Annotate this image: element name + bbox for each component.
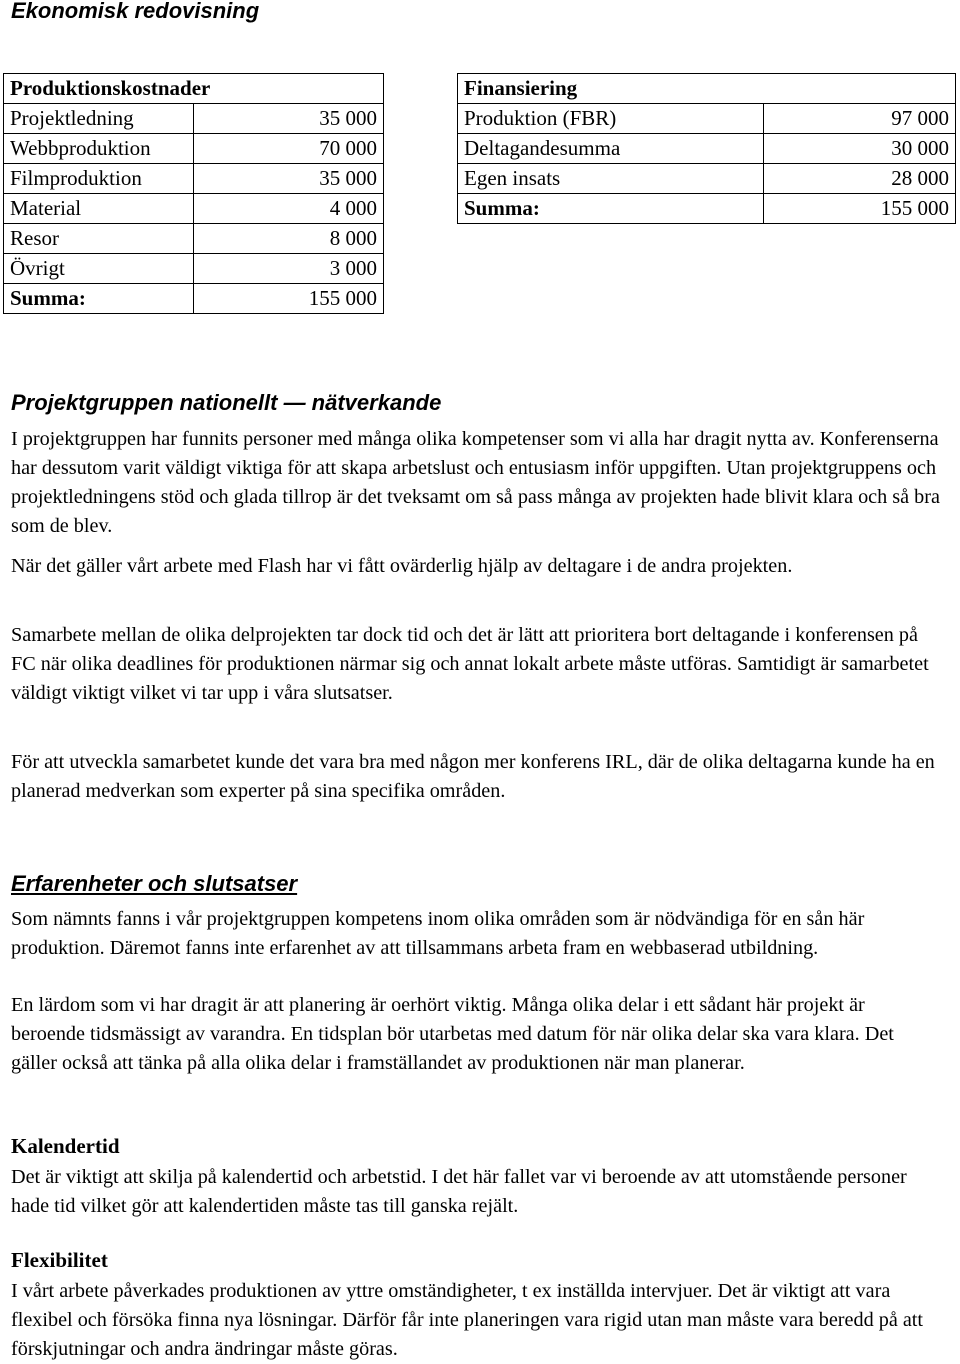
table-row — [458, 104, 956, 134]
cost-value: 35 000 — [193, 164, 383, 194]
cost-value: 4 000 — [193, 194, 383, 224]
funding-total-label: Summa: — [458, 194, 764, 224]
costs-total-label: Summa: — [4, 284, 194, 314]
cost-label: Resor — [4, 224, 194, 254]
funding-value: 97 000 — [764, 104, 956, 134]
funding-header-row — [458, 74, 956, 104]
funding-table — [457, 73, 956, 224]
cost-label: Projektledning — [4, 104, 194, 134]
table-row — [4, 254, 384, 284]
table-row — [458, 134, 956, 164]
table-row — [4, 224, 384, 254]
costs-header: Produktionskostnader — [4, 74, 384, 104]
funding-label: Egen insats — [458, 164, 764, 194]
costs-total-row — [4, 284, 384, 314]
funding-value: 28 000 — [764, 164, 956, 194]
costs-total-value: 155 000 — [193, 284, 383, 314]
cost-label: Övrigt — [4, 254, 194, 284]
section-heading-conclusions: Erfarenheter och slutsatser — [11, 871, 298, 896]
funding-label: Deltagandesumma — [458, 134, 764, 164]
cost-value: 70 000 — [193, 134, 383, 164]
costs-table — [3, 73, 384, 314]
paragraph: Det är viktigt att skilja på kalendertid och arbetstid. I det här fallet var vi beroende av att utomstående personer hade tid vilket gör att kalendertiden måste tas till ganska rejält. — [11, 1166, 907, 1217]
table-row — [4, 134, 384, 164]
paragraph: I vårt arbete påverkades produktionen av yttre omständigheter, t ex inställda intervjuer. Det är viktigt att vara flexibel och försöka finna nya lösningar. Därför får inte planeringen vara rigid utan man måste vara beredd på att förskjutningar och andra ändringar måste göras. — [11, 1280, 924, 1360]
paragraph: När det gäller vårt arbete med Flash har vi fått ovärderlig hjälp av deltagare i de andra projekten. — [11, 555, 793, 577]
funding-total-row — [458, 194, 956, 224]
cost-label: Material — [4, 194, 194, 224]
paragraph: En lärdom som vi har dragit är att planering är oerhört viktig. Många olika delar i ett sådant här projekt är beroende tidsmässigt av varandra. En tidsplan bör utarbetas med datum för när olika delar ska vara klara. Det gäller också att tänka på alla olika delar i framställandet av produktionen när man planerar. — [11, 994, 894, 1074]
table-row — [458, 164, 956, 194]
page-title: Ekonomisk redovisning — [11, 0, 260, 23]
costs-header-row — [4, 74, 384, 104]
funding-value: 30 000 — [764, 134, 956, 164]
table-row — [4, 194, 384, 224]
section-heading-group: Projektgruppen nationellt — nätverkande — [11, 390, 442, 415]
cost-value: 3 000 — [193, 254, 383, 284]
funding-label: Produktion (FBR) — [458, 104, 764, 134]
cost-label: Webbproduktion — [4, 134, 194, 164]
paragraph: Samarbete mellan de olika delprojekten tar dock tid och det är lätt att prioritera bort deltagande i konferensen på FC när olika deadlines för produktionen närmar sig och annat lokalt arbete måste utföras. Samtidigt är samarbetet väldigt viktigt vilket vi tar upp i våra slutsatser. — [11, 624, 929, 704]
cost-value: 35 000 — [193, 104, 383, 134]
paragraph: Som nämnts fanns i vår projektgruppen kompetens inom olika områden som är nödvändiga för en sån här produktion. Däremot fanns inte erfarenhet av att tillsammans arbeta fram en webbaserad utbildning. — [11, 908, 865, 959]
table-row — [4, 164, 384, 194]
section-heading-flex: Flexibilitet — [11, 1248, 108, 1272]
section-heading-calendar: Kalendertid — [11, 1134, 120, 1158]
paragraph: I projektgruppen har funnits personer med många olika kompetenser som vi alla har dragit nytta av. Konferenserna har dessutom varit väldigt viktiga för att skapa arbetslust och entusiasm inför uppgiften. Utan projektgruppens och projektledningens stöd och glada tillrop är det tveksamt om så pass många av projekten hade blivit klara och så bra som de blev. — [11, 428, 940, 537]
table-row — [4, 104, 384, 134]
funding-total-value: 155 000 — [764, 194, 956, 224]
cost-value: 8 000 — [193, 224, 383, 254]
funding-header: Finansiering — [458, 74, 956, 104]
paragraph: För att utveckla samarbetet kunde det vara bra med någon mer konferens IRL, där de olika deltagarna kunde ha en planerad medverkan som experter på sina specifika områden. — [11, 751, 935, 802]
cost-label: Filmproduktion — [4, 164, 194, 194]
